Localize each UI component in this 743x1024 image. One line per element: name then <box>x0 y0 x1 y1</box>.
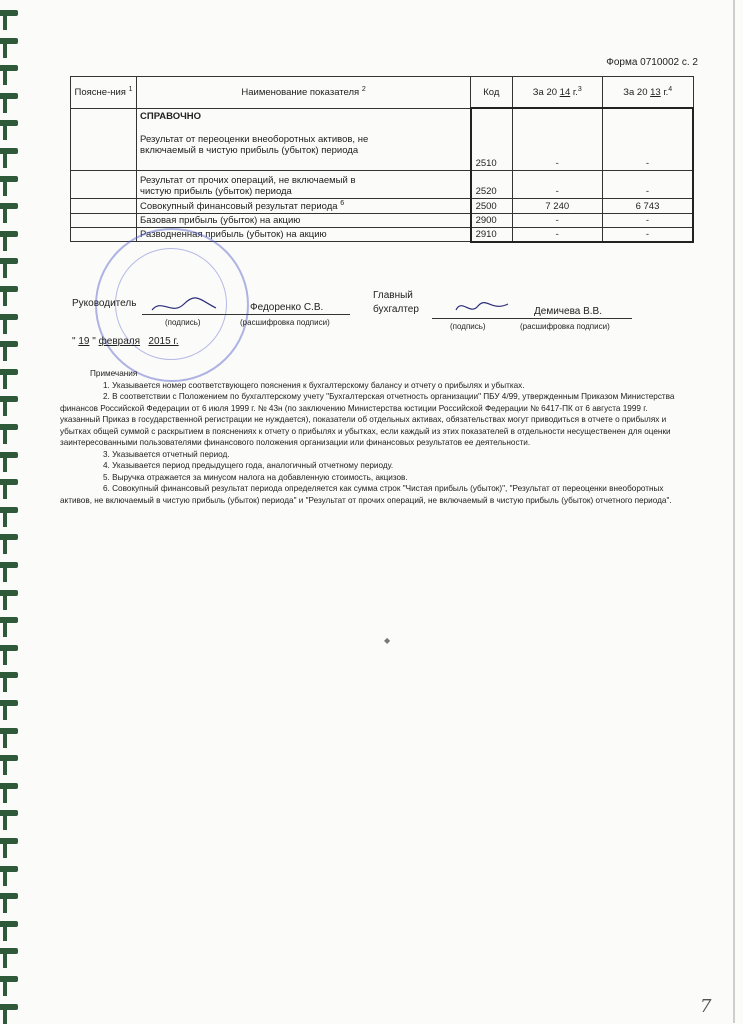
binding-tab <box>0 203 18 209</box>
table-row <box>71 213 694 227</box>
row-label: Разводненная прибыль (убыток) на акцию <box>137 227 471 242</box>
row-value-current: - <box>512 108 602 170</box>
binding-tab <box>0 314 18 320</box>
row-name <box>137 108 471 170</box>
binding-tab <box>0 921 18 927</box>
row-value-previous: - <box>602 213 693 227</box>
binding-tab <box>0 10 18 16</box>
row-label: Результат от прочих операций, не включаемый в чистую прибыль (убыток) периода <box>137 170 471 198</box>
binding-tab <box>0 231 18 237</box>
binding-tab <box>0 948 18 954</box>
accountant-label-2: бухгалтер <box>373 304 419 315</box>
binding-tab <box>0 258 18 264</box>
binding-tab <box>0 534 18 540</box>
footnote-item: 5. Выручка отражается за минусом налога на добавленную стоимость, акцизов. <box>103 472 408 482</box>
binding-tab <box>0 590 18 596</box>
row-value-previous: 6 743 <box>602 198 693 213</box>
binding-tab <box>0 176 18 182</box>
row-value-previous: - <box>602 170 693 198</box>
row-value-current: - <box>512 213 602 227</box>
spiral-binding <box>0 0 22 1023</box>
accountant-sign-caption: (подпись) <box>450 322 486 331</box>
table-row <box>71 108 694 170</box>
binding-tab <box>0 369 18 375</box>
footnote-item: 3. Указывается отчетный период. <box>103 449 230 459</box>
form-label: Форма 0710002 с. 2 <box>606 57 698 68</box>
notes-cell <box>71 213 137 227</box>
footnote-item: 6. Совокупный финансовый результат периода определяется как сумма строк "Чистая прибыль (убыток)", "Результат от переоценки внеоборотных активов, не включаемый в чистую прибыль (убыток) периода" и "Результат от прочих операций, не включаемый в чистую прибыль (убыток) отчетного периода". <box>60 484 672 505</box>
notes-cell <box>71 170 137 198</box>
binding-tab <box>0 148 18 154</box>
binding-tab <box>0 562 18 568</box>
header-code: Код <box>471 77 512 109</box>
accountant-decode-caption: (расшифровка подписи) <box>520 322 610 331</box>
row-value-current: - <box>512 170 602 198</box>
table-row <box>71 198 694 213</box>
binding-tab <box>0 38 18 44</box>
speck: ◆ <box>384 636 391 645</box>
footnote-item: 4. Указывается период предыдущего года, аналогичный отчетному периоду. <box>103 461 394 470</box>
head-sign-caption: (подпись) <box>165 318 201 327</box>
accountant-name: Демичева В.В. <box>534 306 603 317</box>
head-signature <box>150 296 220 318</box>
signature-date: " 19 " февраля 2015 г. <box>72 336 179 347</box>
row-code: 2500 <box>471 198 512 213</box>
accountant-signature <box>452 298 512 320</box>
head-decode-caption: (расшифровка подписи) <box>240 318 330 327</box>
binding-tab <box>0 93 18 99</box>
binding-tab <box>0 728 18 734</box>
row-label: Результат от переоценки внеоборотных активов, не включаемый в чистую прибыль (убыток) периода <box>140 133 369 156</box>
report-table <box>70 76 694 243</box>
binding-tab <box>0 810 18 816</box>
header-notes: Поясне-ния $^1$ <box>71 77 137 109</box>
head-name: Федоренко С.В. <box>250 302 324 313</box>
binding-tab <box>0 507 18 513</box>
table-header-row <box>71 77 694 109</box>
row-value-previous: - <box>602 108 693 170</box>
head-label: Руководитель <box>72 298 137 309</box>
table-row <box>71 170 694 198</box>
binding-tab <box>0 341 18 347</box>
row-value-current: 7 240 <box>512 198 602 213</box>
row-code: 2520 <box>471 170 512 198</box>
binding-tab <box>0 452 18 458</box>
footnotes <box>60 368 688 506</box>
binding-tab <box>0 755 18 761</box>
binding-tab <box>0 893 18 899</box>
footnote-item: 2. В соответствии с Положением по бухгалтерскому учету "Бухгалтерская отчетность организации" ПБУ 4/99, утвержденным Приказом Министерства финансов Российской Федерации от 6 июля 1999 г. № 43н (по заключению Министерства юстиции Российской Федерации № 6417-ПК от 6 августа 1999 г. указанный Приказ в государственной регистрации не нуждается), показатели об отдельных активах, обязательствах могут приводиться в отчете о прибылях и убытках общей суммой с раскрытием в пояснениях к отчету о прибылях и убытках, если каждый из этих показателей в отдельности несущественен для оценки заинтересованными пользователями финансового положения организации или финансовых результатов ее деятельности. <box>60 392 675 447</box>
notes-cell <box>71 227 137 242</box>
page-edge <box>733 0 735 1023</box>
section-title: СПРАВОЧНО <box>140 110 202 122</box>
row-value-previous: - <box>602 227 693 242</box>
binding-tab <box>0 783 18 789</box>
row-code: 2900 <box>471 213 512 227</box>
notes-cell <box>71 198 137 213</box>
binding-tab <box>0 866 18 872</box>
binding-tab <box>0 976 18 982</box>
page-number: 7 <box>700 996 712 1017</box>
binding-tab <box>0 286 18 292</box>
row-code: 2910 <box>471 227 512 242</box>
binding-tab <box>0 424 18 430</box>
binding-tab <box>0 645 18 651</box>
row-code: 2510 <box>471 108 512 170</box>
binding-tab <box>0 838 18 844</box>
footnotes-title: Примечания <box>90 369 138 378</box>
row-label: Совокупный финансовый результат периода $^6$ <box>137 198 471 213</box>
row-label: Базовая прибыль (убыток) на акцию <box>137 213 471 227</box>
row-value-current: - <box>512 227 602 242</box>
binding-tab <box>0 120 18 126</box>
binding-tab <box>0 479 18 485</box>
binding-tab <box>0 617 18 623</box>
header-year-previous: За 20 13 г.$^4$ <box>602 77 693 109</box>
binding-tab <box>0 672 18 678</box>
binding-tab <box>0 1004 18 1010</box>
binding-tab <box>0 65 18 71</box>
header-name: Наименование показателя $^2$ <box>137 77 471 109</box>
header-year-current: За 20 14 г.$^3$ <box>512 77 602 109</box>
binding-tab <box>0 396 18 402</box>
binding-tab <box>0 700 18 706</box>
footnote-item: 1. Указывается номер соответствующего пояснения к бухгалтерскому балансу и отчету о прибылях и убытках. <box>103 380 525 390</box>
notes-cell <box>71 108 137 170</box>
accountant-label-1: Главный <box>373 290 413 301</box>
